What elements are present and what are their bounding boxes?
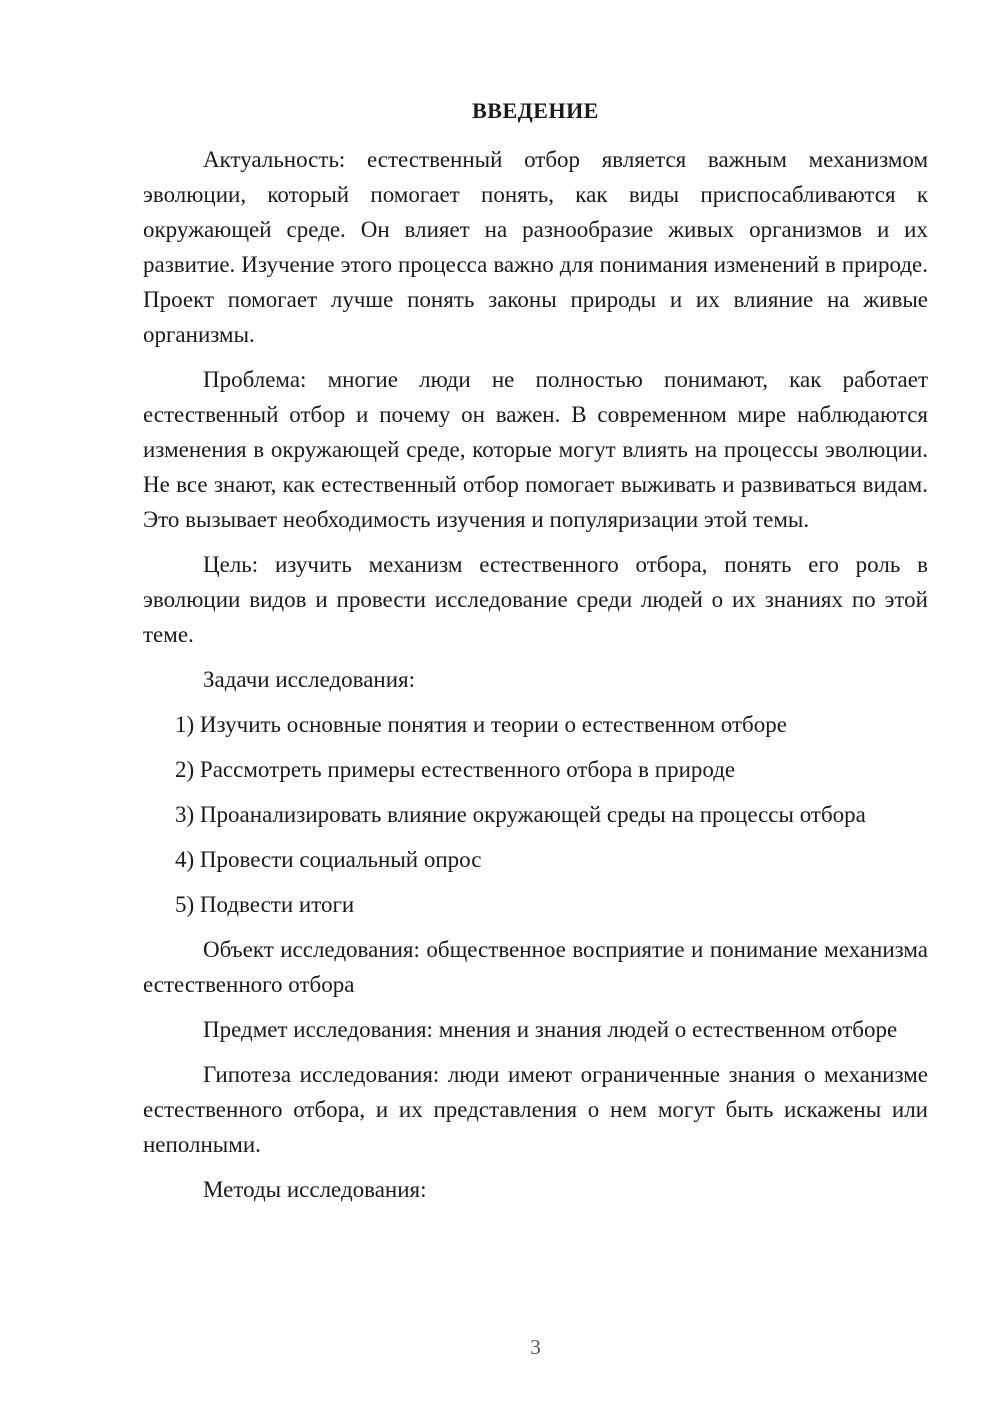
paragraph-object: Объект исследования: общественное восприятие и понимание механизма естественного отбора [143, 937, 928, 997]
page-number: 3 [530, 1335, 541, 1359]
paragraph-methods: Методы исследования: [203, 1177, 427, 1202]
document-body [143, 142, 928, 1217]
paragraph-hypothesis: Гипотеза исследования: люди имеют ограниченные знания о механизме естественного отбора, и их представления о нем могут быть искажены или неполными. [143, 1062, 928, 1157]
list-item: 4) Провести социальный опрос [175, 847, 482, 872]
list-item: 3) Проанализировать влияние окружающей среды на процессы отбора [175, 802, 866, 827]
paragraph-subject: Предмет исследования: мнения и знания людей о естественном отборе [203, 1017, 898, 1042]
document-page [143, 0, 928, 1414]
task-list [143, 707, 928, 922]
list-item: 5) Подвести итоги [175, 892, 355, 917]
list-item: 1) Изучить основные понятия и теории о естественном отборе [175, 712, 787, 737]
paragraph-goal: Цель: изучить механизм естественного отбора, понять его роль в эволюции видов и провести исследование среди людей о их знаниях по этой теме. [143, 552, 928, 647]
list-item: 2) Рассмотреть примеры естественного отбора в природе [175, 757, 736, 782]
page-title: ВВЕДЕНИЕ [472, 98, 599, 123]
paragraph-tasks-heading: Задачи исследования: [203, 667, 416, 692]
paragraph-problem: Проблема: многие люди не полностью понимают, как работает естественный отбор и почему он важен. В современном мире наблюдаются изменения в окружающей среде, которые могут влиять на процессы эволюции. Не все знают, как естественный отбор помогает выживать и развиваться видам. Это вызывает необходимость изучения и популяризации этой темы. [143, 367, 928, 532]
paragraph-relevance: Актуальность: естественный отбор является важным механизмом эволюции, который помогает понять, как виды приспосабливаются к окружающей среде. Он влияет на разнообразие живых организмов и их развитие. Изучение этого процесса важно для понимания изменений в природе. Проект помогает лучше понять законы природы и их влияние на живые организмы. [143, 147, 928, 347]
